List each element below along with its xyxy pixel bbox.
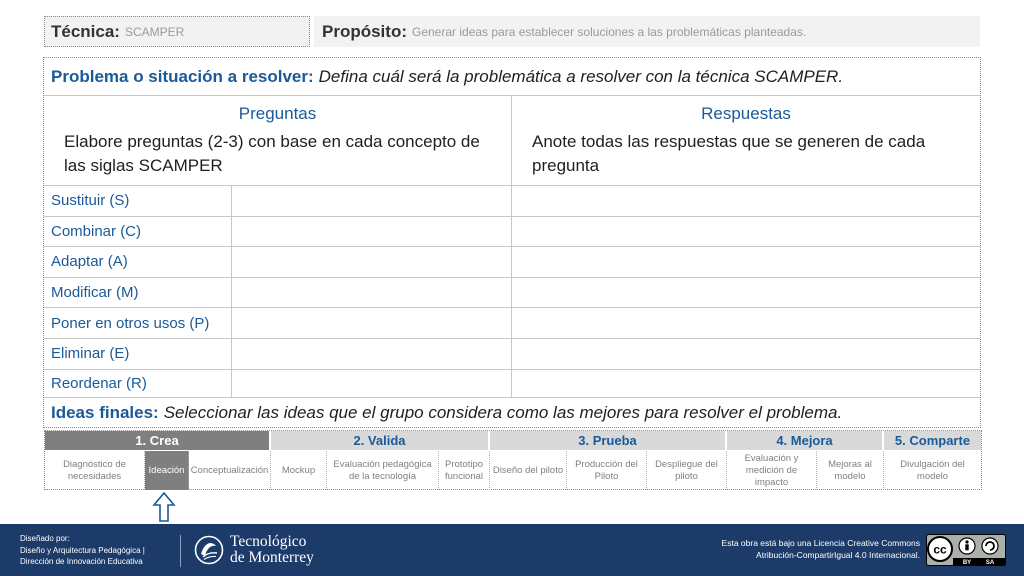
problema-text: Defina cuál será la problemática a resolver con la técnica SCAMPER. [318, 66, 844, 86]
ideas-label: Ideas finales: [51, 403, 159, 422]
step-diagnostico[interactable]: Diagnóstico de necesidades [45, 451, 145, 490]
step-evaluacion-pedagogica[interactable]: Evaluación pedagógica de la tecnología [327, 451, 439, 490]
header-row [44, 96, 980, 186]
step-ideacion[interactable]: Ideación [145, 451, 189, 490]
tecnica-box [44, 16, 310, 47]
stage-crea[interactable]: 1. Crea [45, 431, 271, 450]
tec-logo-icon [194, 535, 224, 565]
respuesta-cell[interactable] [512, 247, 980, 277]
problema-label: Problema o situación a resolver: [51, 66, 314, 86]
preguntas-title: Preguntas [238, 104, 317, 123]
scamper-row-adaptar [44, 247, 980, 278]
logo-line-2: de Monterrey [230, 549, 314, 566]
preguntas-column-header [44, 96, 512, 185]
proposito-label: Propósito: [322, 21, 407, 41]
tecnica-label: Técnica: [51, 21, 120, 41]
step-despliegue-piloto[interactable]: Despliegue del piloto [647, 451, 727, 490]
stage-comparte[interactable]: 5. Comparte [884, 431, 981, 450]
step-evaluacion-impacto[interactable]: Evaluación y medición de impacto [727, 451, 817, 490]
scamper-label: Reordenar (R) [44, 370, 232, 397]
license-text [650, 537, 920, 561]
svg-text:cc: cc [933, 542, 947, 557]
respuestas-column-header [512, 96, 980, 185]
up-arrow-icon [152, 492, 176, 522]
scamper-label: Sustituir (S) [44, 186, 232, 216]
respuesta-cell[interactable] [512, 217, 980, 247]
pregunta-cell[interactable] [232, 247, 512, 277]
scamper-label: Poner en otros usos (P) [44, 308, 232, 338]
proposito-value: Generar ideas para establecer soluciones a las problemáticas planteadas. [412, 24, 807, 39]
respuesta-cell[interactable] [512, 186, 980, 216]
scamper-row-modificar [44, 278, 980, 309]
stage-valida[interactable]: 2. Valida [271, 431, 490, 450]
tecnica-value: SCAMPER [124, 24, 185, 39]
scamper-label: Combinar (C) [44, 217, 232, 247]
scamper-label: Adaptar (A) [44, 247, 232, 277]
designed-line: Diseñado por: [20, 534, 70, 543]
respuesta-cell[interactable] [512, 278, 980, 308]
process-stages [44, 430, 982, 490]
scamper-row-combinar [44, 217, 980, 248]
license-line: Atribución-CompartirIgual 4.0 Internacional. [756, 550, 920, 560]
license-line: Esta obra está bajo una Licencia Creative Commons [721, 538, 920, 548]
pregunta-cell[interactable] [232, 278, 512, 308]
stage-prueba[interactable]: 3. Prueba [490, 431, 727, 450]
step-conceptualizacion[interactable]: Conceptualización [189, 451, 271, 490]
scamper-row-sustituir [44, 186, 980, 217]
respuesta-cell[interactable] [512, 339, 980, 369]
scamper-row-reordenar [44, 370, 980, 398]
respuestas-desc: Anote todas las respuestas que se generen de cada pregunta [532, 132, 926, 175]
scamper-label: Eliminar (E) [44, 339, 232, 369]
designed-line: Diseño y Arquitectura Pedagógica | [20, 545, 145, 555]
cc-by-label: BY [962, 560, 972, 566]
designed-line: Dirección de Innovación Educativa [20, 557, 143, 566]
step-produccion-piloto[interactable]: Producción del Piloto [567, 451, 647, 490]
preguntas-desc: Elabore preguntas (2-3) con base en cada concepto de las siglas SCAMPER [64, 132, 480, 175]
scamper-row-eliminar [44, 339, 980, 370]
cc-sa-label: SA [985, 560, 995, 566]
pregunta-cell[interactable] [232, 308, 512, 338]
step-divulgacion[interactable]: Divulgación del modelo [900, 458, 965, 482]
ideas-finales-row [44, 398, 980, 428]
step-diseno-piloto[interactable]: Diseño del piloto [490, 451, 567, 490]
respuesta-cell[interactable] [512, 370, 980, 397]
pregunta-cell[interactable] [232, 217, 512, 247]
scamper-table [43, 57, 981, 428]
designed-by [20, 533, 145, 568]
footer [0, 524, 1024, 576]
respuesta-cell[interactable] [512, 308, 980, 338]
stage-mejora[interactable]: 4. Mejora [727, 431, 884, 450]
scamper-label: Modificar (M) [44, 278, 232, 308]
ideas-text: Seleccionar las ideas que el grupo considera como las mejores para resolver el problema. [163, 403, 843, 422]
footer-divider [180, 535, 181, 567]
step-mockup[interactable]: Mockup [271, 451, 327, 490]
proposito-box [314, 16, 980, 47]
pregunta-cell[interactable] [232, 370, 512, 397]
logo-line-1: Tecnológico [230, 533, 307, 550]
pregunta-cell[interactable] [232, 339, 512, 369]
pregunta-cell[interactable] [232, 186, 512, 216]
step-mejoras-modelo[interactable]: Mejoras al modelo [817, 451, 884, 490]
tec-monterrey-logo [194, 534, 314, 566]
respuestas-title: Respuestas [701, 104, 791, 123]
creative-commons-icon[interactable] [926, 534, 1006, 566]
step-prototipo[interactable]: Prototipo funcional [439, 451, 490, 490]
scamper-row-poner-en-otros-usos [44, 308, 980, 339]
problema-row [44, 58, 980, 96]
